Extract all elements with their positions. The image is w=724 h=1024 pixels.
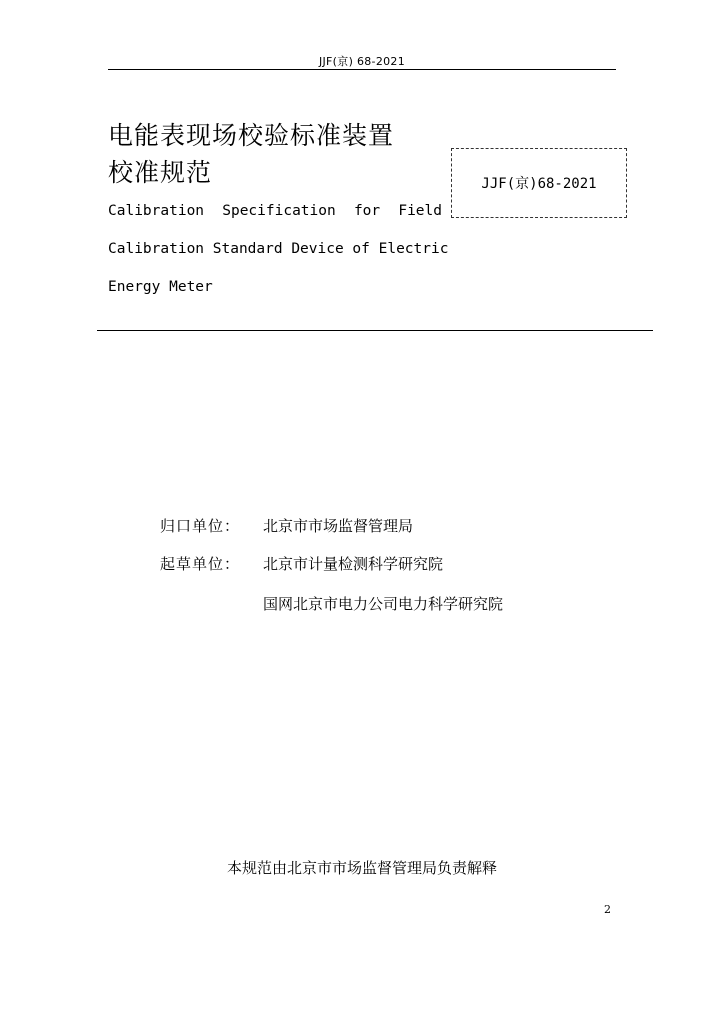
- title-english-word: Specification: [222, 203, 336, 219]
- interpretation-note: 本规范由北京市市场监督管理局负责解释: [226, 859, 497, 877]
- title-english-word: Calibration: [108, 203, 205, 219]
- title-english-line-3: Energy Meter: [108, 279, 213, 295]
- responsible-unit-label: 归口单位：: [160, 517, 241, 535]
- drafting-unit-value-1: 北京市计量检测科学研究院: [263, 555, 444, 573]
- title-english-word: for: [353, 203, 381, 219]
- drafting-unit-label: 起草单位：: [160, 555, 241, 573]
- specification-code-box: [451, 148, 627, 218]
- title-english-word: Field: [398, 203, 442, 219]
- running-header-code: JJF(京) 68-2021: [318, 55, 406, 68]
- title-english-line-2: Calibration Standard Device of Electric: [108, 241, 449, 257]
- title-english-line-1: [108, 203, 442, 219]
- drafting-unit-value-2: 国网北京市电力公司电力科学研究院: [263, 595, 504, 613]
- title-chinese-line-1: 电能表现场校验标准装置: [108, 121, 395, 150]
- page-number: 2: [604, 903, 611, 916]
- title-divider-rule: [97, 330, 653, 331]
- specification-code: JJF(京)68-2021: [481, 176, 597, 192]
- header-rule: [108, 69, 616, 70]
- title-chinese-line-2: 校准规范: [108, 158, 213, 187]
- responsible-unit-value: 北京市市场监督管理局: [263, 517, 414, 535]
